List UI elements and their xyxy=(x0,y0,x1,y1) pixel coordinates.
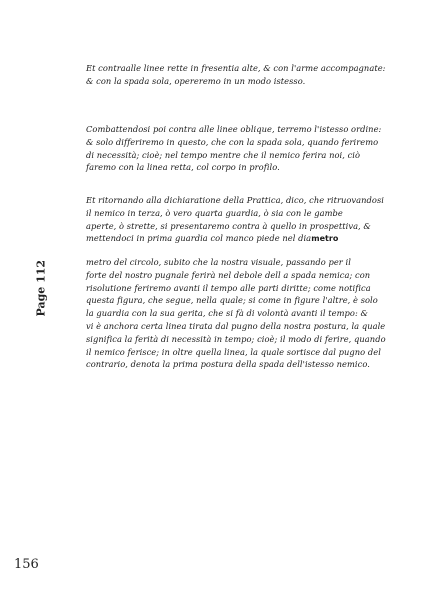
manuscript-page-label: Page 112 xyxy=(34,259,48,317)
page-number: 156 xyxy=(14,557,39,572)
text-line: forte del nostro pugnale ferirà nel debole dell a spada nemica; con xyxy=(86,269,371,280)
text-line: di necessità; cioè; nel tempo mentre che il nemico ferira noi, ciò xyxy=(86,149,361,160)
text-line: la guardia con la sua gerita, che si fà di volontà avanti il tempo: & xyxy=(86,308,368,319)
text-line: significa la ferità di necessità in tempo; cioè; il modo di ferire, quando xyxy=(86,333,386,344)
text-line: Combattendosi poi contra alle linee oblique, terremo l'istesso ordine: xyxy=(86,124,382,134)
text-line: il nemico in terza, ò vero quarta guardia, ò sia con le gambe xyxy=(86,207,343,218)
text-line: questa figura, che segue, nella quale; si come in figure l'altre, è solo xyxy=(86,295,378,306)
text-line-start: mettendoci in prima guardia col manco piede nel dia xyxy=(86,233,312,244)
text-line: vi è anchora certa linea tirata dal pugno della nostra postura, la quale xyxy=(86,320,386,331)
text-line: risolutione feriremo avanti il tempo alle parti diritte; come notifica xyxy=(86,282,371,293)
text-line: il nemico ferisce; in oltre quella linea, la quale sortisce dal pugno del xyxy=(86,346,381,357)
text-line: aperte, ò strette, si presentaremo contra à quello in prospettiva, & xyxy=(86,220,371,231)
text-line: & con la spada sola, opereremo in un modo istesso. xyxy=(86,75,306,86)
text-line: metro del circolo, subito che la nostra visuale, passando per il xyxy=(86,257,351,267)
catchword: metro xyxy=(311,234,339,244)
text-line: contrario, denota la prima postura della spada dell'istesso nemico. xyxy=(86,359,370,370)
text-line: Et contraalle linee rette in fresentia alte, & con l'arme accompagnate: xyxy=(86,63,386,73)
text-line: & solo differiremo in questo, che con la spada sola, quando feriremo xyxy=(86,136,379,147)
text-line: Et ritornando alla dichiaratione della Prattica, dico, che ritruovandosi xyxy=(86,195,384,205)
paragraph-2 xyxy=(86,123,386,174)
paragraph-4 xyxy=(86,256,386,371)
text-line: faremo con la linea retta, col corpo in profilo. xyxy=(86,162,280,173)
text-line xyxy=(86,232,386,246)
paragraph-3 xyxy=(86,194,386,246)
paragraph-1 xyxy=(86,62,386,88)
